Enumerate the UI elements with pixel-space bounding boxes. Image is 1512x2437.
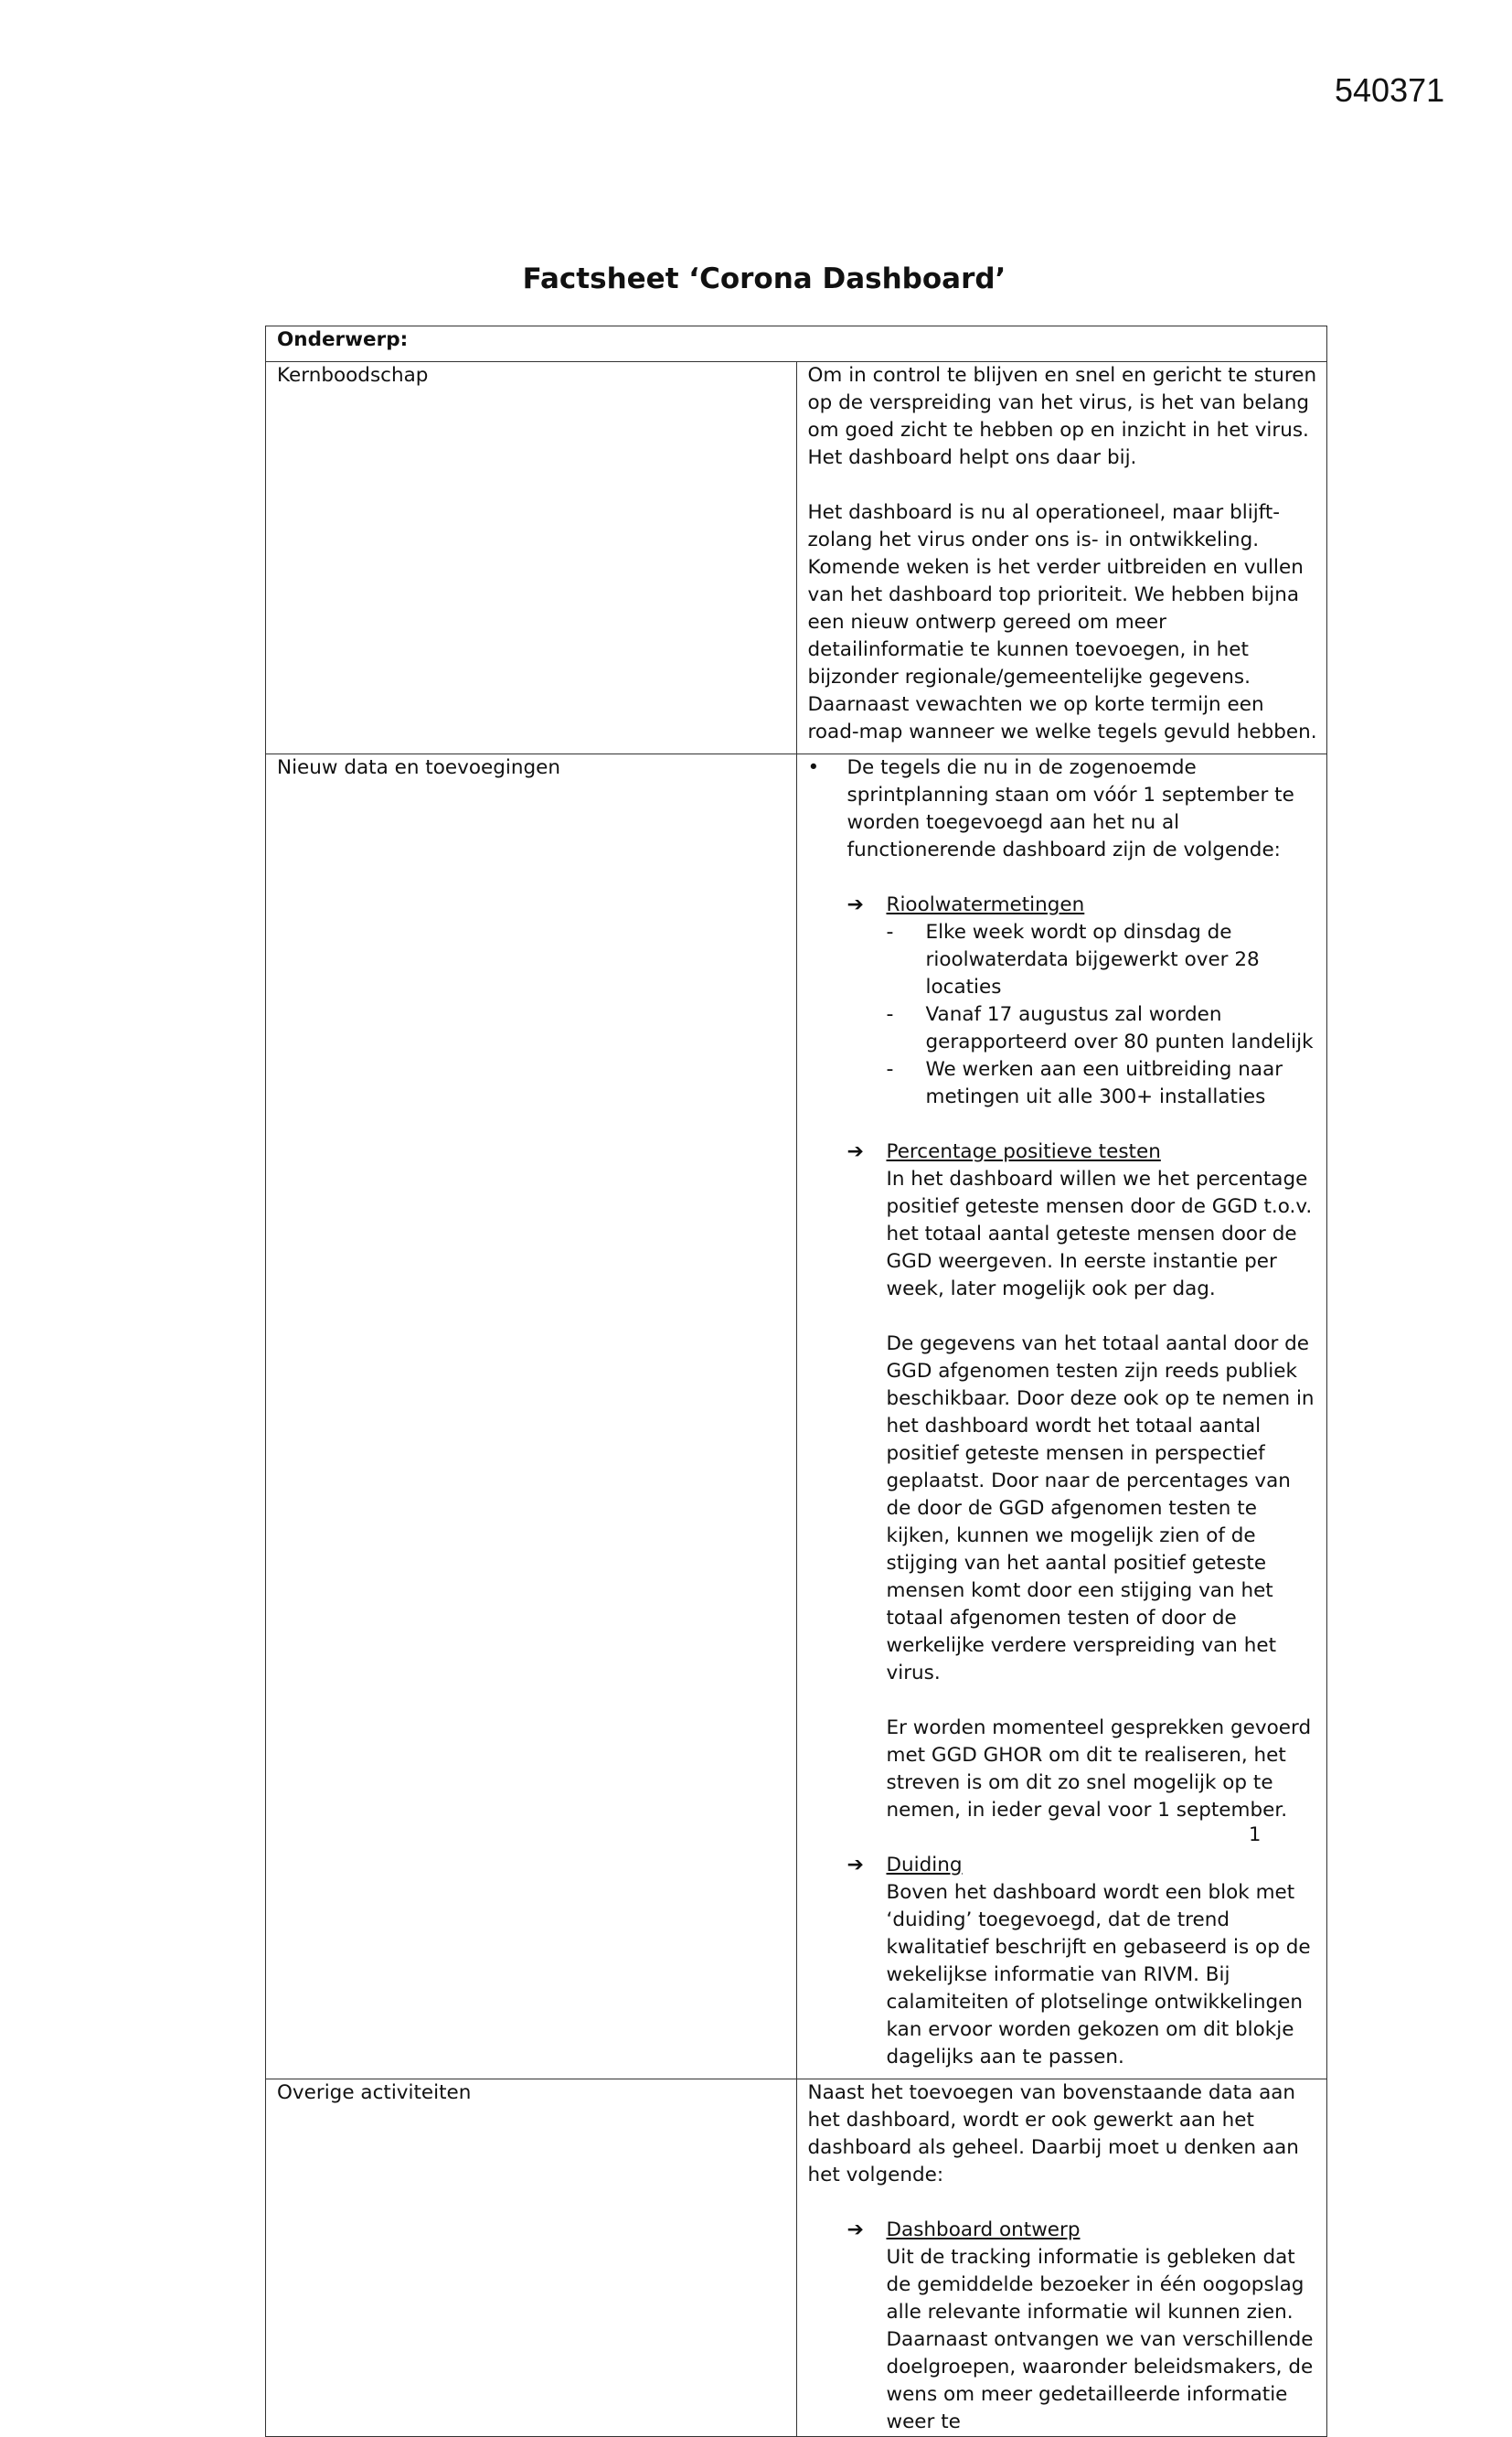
- right-arrow-icon: ➔: [847, 1854, 864, 1876]
- arrow-item-rioolwater: [847, 892, 1318, 1111]
- table-row-kernboodschap: [266, 362, 1327, 754]
- paragraph: Uit de tracking informatie is gebleken dat de gemiddelde bezoeker in één oogopslag alle relevante informatie wil kunnen zien. Daarnaast ontvangen we van verschillende doelgroepen, waaronder beleidsmakers, de wens om meer gedetailleerde informatie weer te: [886, 2246, 1314, 2433]
- page-number: 1: [1249, 1823, 1262, 1845]
- right-arrow-icon: ➔: [847, 1140, 864, 1163]
- row-label: Kernboodschap: [266, 362, 797, 754]
- paragraph: De gegevens van het totaal aantal door de GGD afgenomen testen zijn reeds publiek beschikbaar. Door deze ook op te nemen in het dashboard wordt het totaal aantal positief geteste mensen in perspectief geplaatst. Door naar de percentages van de door de GGD afgenomen testen te kijken, kunnen we mogelijk zien of de stijging van het aantal positief geteste mensen komt door een stijging van het totaal afgenomen testen of door de werkelijke verdere verspreiding van het virus.: [886, 1332, 1315, 1684]
- arrow-item-duiding: [847, 1852, 1318, 2071]
- paragraph: Het dashboard is nu al operationeel, maar blijft- zolang het virus onder ons is- in ontwikkeling. Komende weken is het verder uitbreiden en vullen van het dashboard top prioriteit. We hebben bijna een nieuw ontwerp gereed om meer detailinformatie te kunnen toevoegen, in het bijzonder regionale/gemeentelijke gegevens. Daarnaast vewachten we op korte termijn een road-map wanneer we welke tegels gevuld hebben.: [807, 501, 1317, 743]
- right-arrow-icon: ➔: [847, 2218, 864, 2241]
- document-id: 540371: [1335, 71, 1445, 109]
- bullet-item: [808, 754, 1318, 2071]
- arrow-item-ontwerp: [808, 2217, 1318, 2436]
- dash-text: Elke week wordt op dinsdag de rioolwaterdata bijgewerkt over 28 locaties: [925, 921, 1260, 999]
- dash-item: [887, 1001, 1318, 1056]
- row-content: [796, 754, 1327, 2079]
- table-row-nieuw-data: [266, 754, 1327, 2079]
- item-heading: Percentage positieve testen: [886, 1140, 1161, 1163]
- bullet-text: De tegels die nu in de zogenoemde sprintplanning staan om vóór 1 september te worden toegevoegd aan het nu al functionerende dashboard zijn de volgende:: [847, 756, 1294, 861]
- dash-text: Vanaf 17 augustus zal worden gerapporteerd over 80 punten landelijk: [925, 1003, 1314, 1053]
- table-row-overige: [266, 2079, 1327, 2437]
- right-arrow-icon: ➔: [847, 893, 864, 916]
- row-content: [796, 362, 1327, 754]
- dash: -: [886, 921, 894, 944]
- dash-item: [887, 1056, 1318, 1111]
- table-header-row: [266, 326, 1327, 362]
- item-heading: Dashboard ontwerp: [886, 2218, 1081, 2241]
- row-label: Overige activiteiten: [266, 2079, 797, 2437]
- paragraph: In het dashboard willen we het percentage positief geteste mensen door de GGD t.o.v. het totaal aantal geteste mensen door de GGD weergeven. In eerste instantie per week, later mogelijk ook per dag.: [886, 1168, 1313, 1300]
- item-heading: Duiding: [886, 1854, 963, 1876]
- dash: -: [886, 1058, 894, 1081]
- item-heading: Rioolwatermetingen: [886, 893, 1085, 916]
- arrow-item-percentage: [847, 1138, 1318, 1824]
- dash-text: We werken aan een uitbreiding naar metingen uit alle 300+ installaties: [925, 1058, 1283, 1108]
- paragraph: Boven het dashboard wordt een blok met ‘duiding’ toegevoegd, dat de trend kwalitatief beschrijft en gebaseerd is op de wekelijkse informatie van RIVM. Bij calamiteiten of plotselinge ontwikkelingen kan ervoor worden gekozen om dit blokje dagelijks aan te passen.: [886, 1881, 1311, 2068]
- dash: -: [886, 1003, 894, 1026]
- bullet-dot: •: [807, 756, 820, 779]
- factsheet-table: [265, 326, 1327, 2437]
- dash-item: [887, 919, 1318, 1001]
- paragraph: Naast het toevoegen van bovenstaande data aan het dashboard, wordt er ook gewerkt aan het dashboard als geheel. Daarbij moet u denken aan het volgende:: [807, 2081, 1299, 2186]
- page-title: Factsheet ‘Corona Dashboard’: [522, 262, 1006, 295]
- paragraph: Er worden momenteel gesprekken gevoerd met GGD GHOR om dit te realiseren, het streven is om dit zo snel mogelijk op te nemen, in ieder geval voor 1 september.: [886, 1716, 1312, 1822]
- row-label: Nieuw data en toevoegingen: [266, 754, 797, 2079]
- table-header-cell: Onderwerp:: [266, 326, 1327, 362]
- paragraph: Om in control te blijven en snel en gericht te sturen op de verspreiding van het virus, is het van belang om goed zicht te hebben op en inzicht in het virus. Het dashboard helpt ons daar bij.: [807, 364, 1317, 469]
- row-content: [796, 2079, 1327, 2437]
